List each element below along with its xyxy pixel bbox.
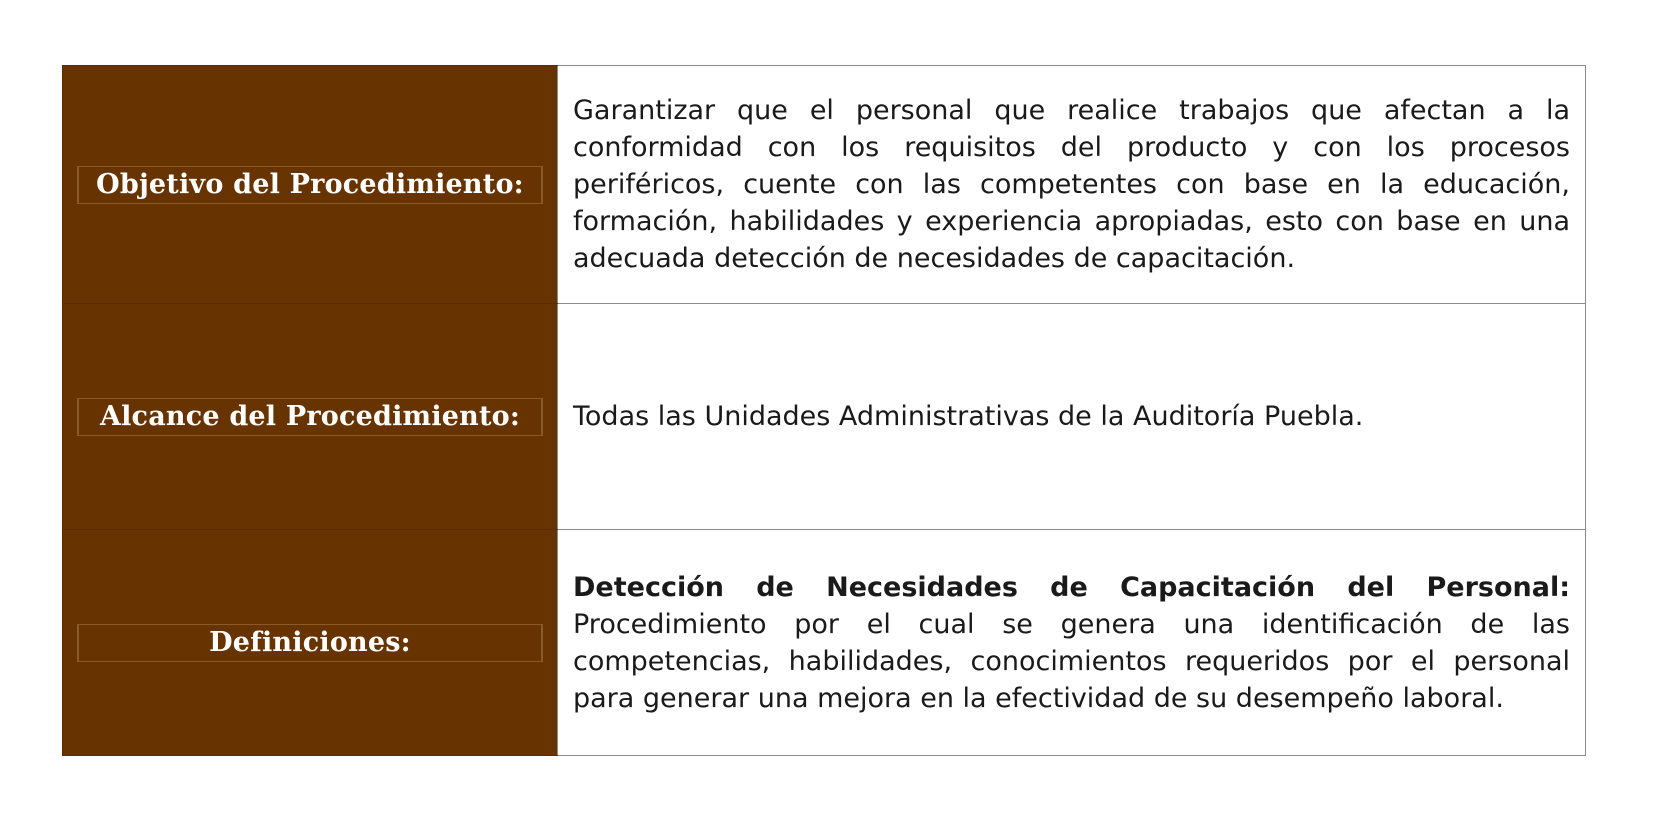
definitions-label: Definiciones: — [209, 627, 411, 658]
definition-description: Procedimiento por el cual se genera una identificación de las competencias, habilidades, conocimientos requeridos por el personal para generar una mejora en la efectividad de su desempeño laboral. — [573, 608, 1570, 714]
procedure-table — [62, 65, 1586, 756]
content-cell-objective — [558, 66, 1586, 304]
table-row-objective — [63, 66, 1586, 304]
objective-text: Garantizar que el personal que realice trabajos que afectan a la conformidad con los requisitos del producto y con los procesos periféricos, cuente con las competentes con base en la educación, formación, habilidades y experiencia apropiadas, esto con base en una adecuada detección de necesidades de capacitación. — [573, 95, 1570, 274]
table-row-definitions — [63, 530, 1586, 756]
definitions-text — [573, 569, 1570, 717]
definition-term: Detección de Necesidades de Capacitación del Personal: — [573, 571, 1570, 603]
objective-label: Objetivo del Procedimiento: — [96, 169, 524, 200]
scope-label: Alcance del Procedimiento: — [99, 401, 521, 432]
content-cell-definitions — [558, 530, 1586, 756]
scope-text: Todas las Unidades Administrativas de la Auditoría Puebla. — [573, 401, 1364, 432]
label-cell-definitions — [63, 530, 558, 756]
label-band — [77, 624, 543, 662]
label-band — [77, 166, 543, 204]
table-row-scope — [63, 304, 1586, 530]
label-band — [77, 398, 543, 436]
content-cell-scope — [558, 304, 1586, 530]
label-cell-scope — [63, 304, 558, 530]
label-cell-objective — [63, 66, 558, 304]
